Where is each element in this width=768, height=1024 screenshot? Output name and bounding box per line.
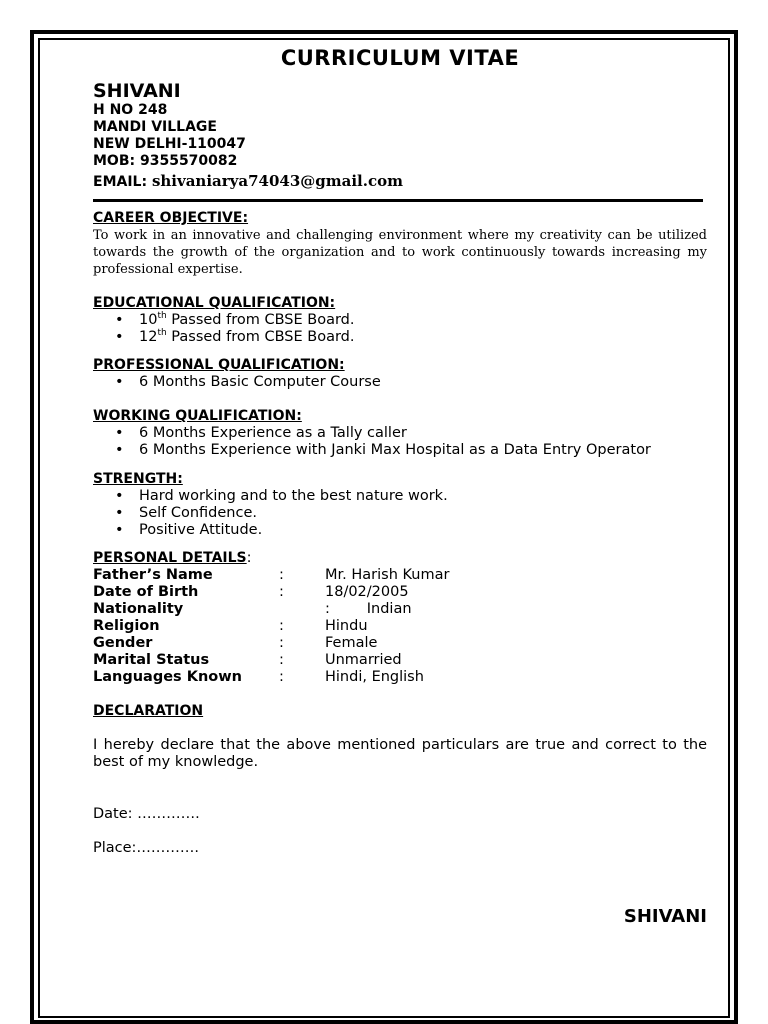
career-objective-text: To work in an innovative and challenging environment where my creativity can be utilized towards the growth of the organization and to work continuously towards increasing my professional expertise. xyxy=(93,228,707,277)
address-line-2: MANDI VILLAGE xyxy=(93,119,217,135)
declaration-section xyxy=(93,703,707,771)
working-heading: WORKING QUALIFICATION: xyxy=(93,408,302,424)
declaration-text: I hereby declare that the above mentioned particulars are true and correct to the best of my knowledge. xyxy=(93,737,707,770)
list-item: • 6 Months Experience as a Tally caller xyxy=(115,425,407,441)
email-label: EMAIL: xyxy=(93,174,152,190)
professional-section xyxy=(93,357,707,391)
educational-section xyxy=(93,295,707,346)
personal-details-heading: PERSONAL DETAILS xyxy=(93,550,247,566)
resume-page xyxy=(93,44,707,927)
career-objective-section xyxy=(93,210,707,278)
address-line-1: H NO 248 xyxy=(93,102,168,118)
address-line-3: NEW DELHI-110047 xyxy=(93,136,246,152)
bullet-icon: • xyxy=(115,425,124,441)
email-line xyxy=(93,171,707,192)
list-item: • 6 Months Basic Computer Course xyxy=(115,374,381,390)
list-item: • 10th Passed from CBSE Board. xyxy=(115,311,355,328)
working-section xyxy=(93,408,707,459)
strength-section xyxy=(93,471,707,539)
email-address: shivaniarya74043@gmail.com xyxy=(151,172,403,190)
signature-name: SHIVANI xyxy=(623,906,707,927)
bullet-icon: • xyxy=(115,522,124,538)
table-row: Gender : Female xyxy=(93,635,378,651)
table-row: Languages Known : Hindi, English xyxy=(93,669,424,685)
list-item: • 12th Passed from CBSE Board. xyxy=(115,328,355,345)
bullet-icon: • xyxy=(115,312,124,328)
working-list xyxy=(93,425,707,459)
list-item: • Positive Attitude. xyxy=(115,522,263,538)
bullet-icon: • xyxy=(115,505,124,521)
list-item: • Hard working and to the best nature work. xyxy=(115,488,448,504)
table-row: Father’s Name : Mr. Harish Kumar xyxy=(93,567,450,583)
mobile-number: MOB: 9355570082 xyxy=(93,153,238,169)
professional-list xyxy=(93,374,707,391)
list-item: • 6 Months Experience with Janki Max Hospital as a Data Entry Operator xyxy=(115,442,651,458)
document-title: CURRICULUM VITAE xyxy=(280,46,520,70)
strength-list xyxy=(93,488,707,539)
table-row: Marital Status : Unmarried xyxy=(93,652,402,668)
table-row: Nationality : Indian xyxy=(93,601,412,617)
personal-details-heading-line xyxy=(93,550,707,567)
place-line: Place:…………. xyxy=(93,840,200,856)
declaration-heading: DECLARATION xyxy=(93,703,204,719)
bullet-icon: • xyxy=(115,374,124,390)
header-divider xyxy=(93,199,703,202)
bullet-icon: • xyxy=(115,329,124,345)
educational-heading: EDUCATIONAL QUALIFICATION: xyxy=(93,295,336,311)
educational-list xyxy=(93,312,707,346)
date-line: Date: …………. xyxy=(93,806,200,822)
table-row: Religion : Hindu xyxy=(93,618,368,634)
bullet-icon: • xyxy=(115,488,124,504)
table-row: Date of Birth : 18/02/2005 xyxy=(93,584,409,600)
professional-heading: PROFESSIONAL QUALIFICATION: xyxy=(93,357,345,373)
personal-details-colon: : xyxy=(246,550,252,566)
list-item: • Self Confidence. xyxy=(115,505,258,521)
bullet-icon: • xyxy=(115,442,124,458)
career-objective-heading: CAREER OBJECTIVE: xyxy=(93,210,249,226)
candidate-name: SHIVANI xyxy=(93,80,181,102)
personal-details-section xyxy=(93,550,707,686)
personal-details-table xyxy=(93,567,707,686)
strength-heading: STRENGTH: xyxy=(93,471,183,487)
